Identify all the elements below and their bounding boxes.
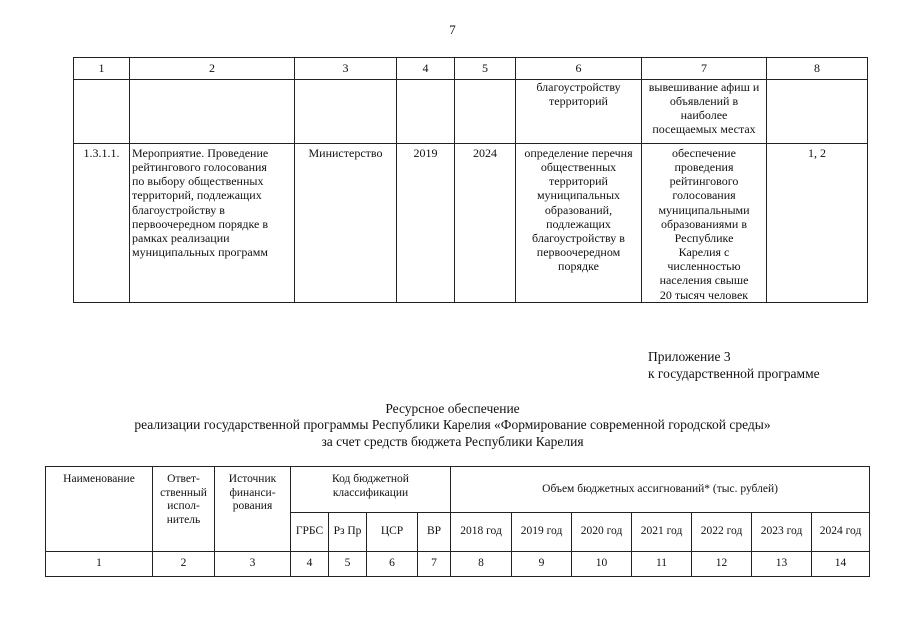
activity-name-cell: Мероприятие. Проведение рейтингового голосования по выбору общественных территорий, подлежащих благоустройству в первоочередном порядке в рамках реализации муниципальных программ: [130, 144, 295, 303]
heading-line: за счет средств бюджета Республики Карелия: [321, 433, 584, 449]
activities-table: [73, 57, 868, 303]
column-number: 8: [767, 58, 868, 80]
section-heading: [0, 401, 905, 450]
column-number: 4: [397, 58, 455, 80]
column-number: 6: [516, 58, 642, 80]
column-header-csr: ЦСР: [367, 513, 418, 552]
table-cell: [295, 80, 397, 144]
column-header-source: Источник финанси-рования: [215, 467, 291, 552]
heading-line: Ресурсное обеспечение: [385, 401, 520, 416]
table-cell: [397, 80, 455, 144]
table-cell: [74, 80, 130, 144]
start-year-cell: 2019: [397, 144, 455, 303]
column-number: 9: [512, 552, 572, 577]
item-number-cell: 1.3.1.1.: [74, 144, 130, 303]
table-number-row: [46, 552, 870, 577]
table-cell: [455, 80, 516, 144]
column-header-name: Наименование: [46, 467, 153, 552]
table-cell: [130, 80, 295, 144]
column-group-budget-code: Код бюджетной классификации: [291, 467, 451, 513]
column-header-executor: Ответ-ственный испол-нитель: [153, 467, 215, 552]
column-number: 8: [451, 552, 512, 577]
column-header-year: 2024 год: [812, 513, 870, 552]
column-number: 1: [74, 58, 130, 80]
column-number: 3: [215, 552, 291, 577]
column-header-year: 2021 год: [632, 513, 692, 552]
executor-cell: Министерство: [295, 144, 397, 303]
appendix-label: [648, 349, 820, 383]
column-number: 7: [642, 58, 767, 80]
consequence-cell: обеспечение проведения рейтингового голосования муниципальными образованиями в Республике Карелия с численностью населения свыше 20 тысяч человек: [642, 144, 767, 303]
column-header-year: 2019 год: [512, 513, 572, 552]
table-cell: [767, 80, 868, 144]
column-header-rzpr: Рз Пр: [329, 513, 367, 552]
resource-table: [45, 466, 870, 577]
column-header-year: 2018 год: [451, 513, 512, 552]
column-number: 5: [329, 552, 367, 577]
result-cell: определение перечня общественных территорий муниципальных образований, подлежащих благоустройству в первоочередном порядке: [516, 144, 642, 303]
appendix-line: к государственной программе: [648, 365, 820, 381]
column-number: 4: [291, 552, 329, 577]
end-year-cell: 2024: [455, 144, 516, 303]
column-number: 2: [153, 552, 215, 577]
column-header-vr: ВР: [418, 513, 451, 552]
column-number: 3: [295, 58, 397, 80]
column-number: 2: [130, 58, 295, 80]
column-number: 11: [632, 552, 692, 577]
column-group-budget-volume: Объем бюджетных ассигнований* (тыс. рублей): [451, 467, 870, 513]
result-cell: благоустройству территорий: [516, 80, 642, 144]
column-number: 5: [455, 58, 516, 80]
column-header-year: 2022 год: [692, 513, 752, 552]
table-row: [74, 80, 868, 144]
column-header-year: 2020 год: [572, 513, 632, 552]
heading-line: реализации государственной программы Республики Карелия «Формирование современной городской среды»: [134, 417, 771, 433]
column-number: 10: [572, 552, 632, 577]
column-number: 7: [418, 552, 451, 577]
page-number: 7: [449, 22, 456, 37]
column-number: 14: [812, 552, 870, 577]
column-header-year: 2023 год: [752, 513, 812, 552]
table-header-row: [74, 58, 868, 80]
column-number: 1: [46, 552, 153, 577]
table-header-row: [46, 467, 870, 513]
column-header-grbs: ГРБС: [291, 513, 329, 552]
consequence-cell: вывешивание афиш и объявлений в наиболее посещаемых местах: [642, 80, 767, 144]
column-number: 12: [692, 552, 752, 577]
appendix-line: Приложение 3: [648, 349, 731, 364]
table-row: [74, 144, 868, 303]
column-number: 13: [752, 552, 812, 577]
column-number: 6: [367, 552, 418, 577]
link-cell: 1, 2: [767, 144, 868, 303]
